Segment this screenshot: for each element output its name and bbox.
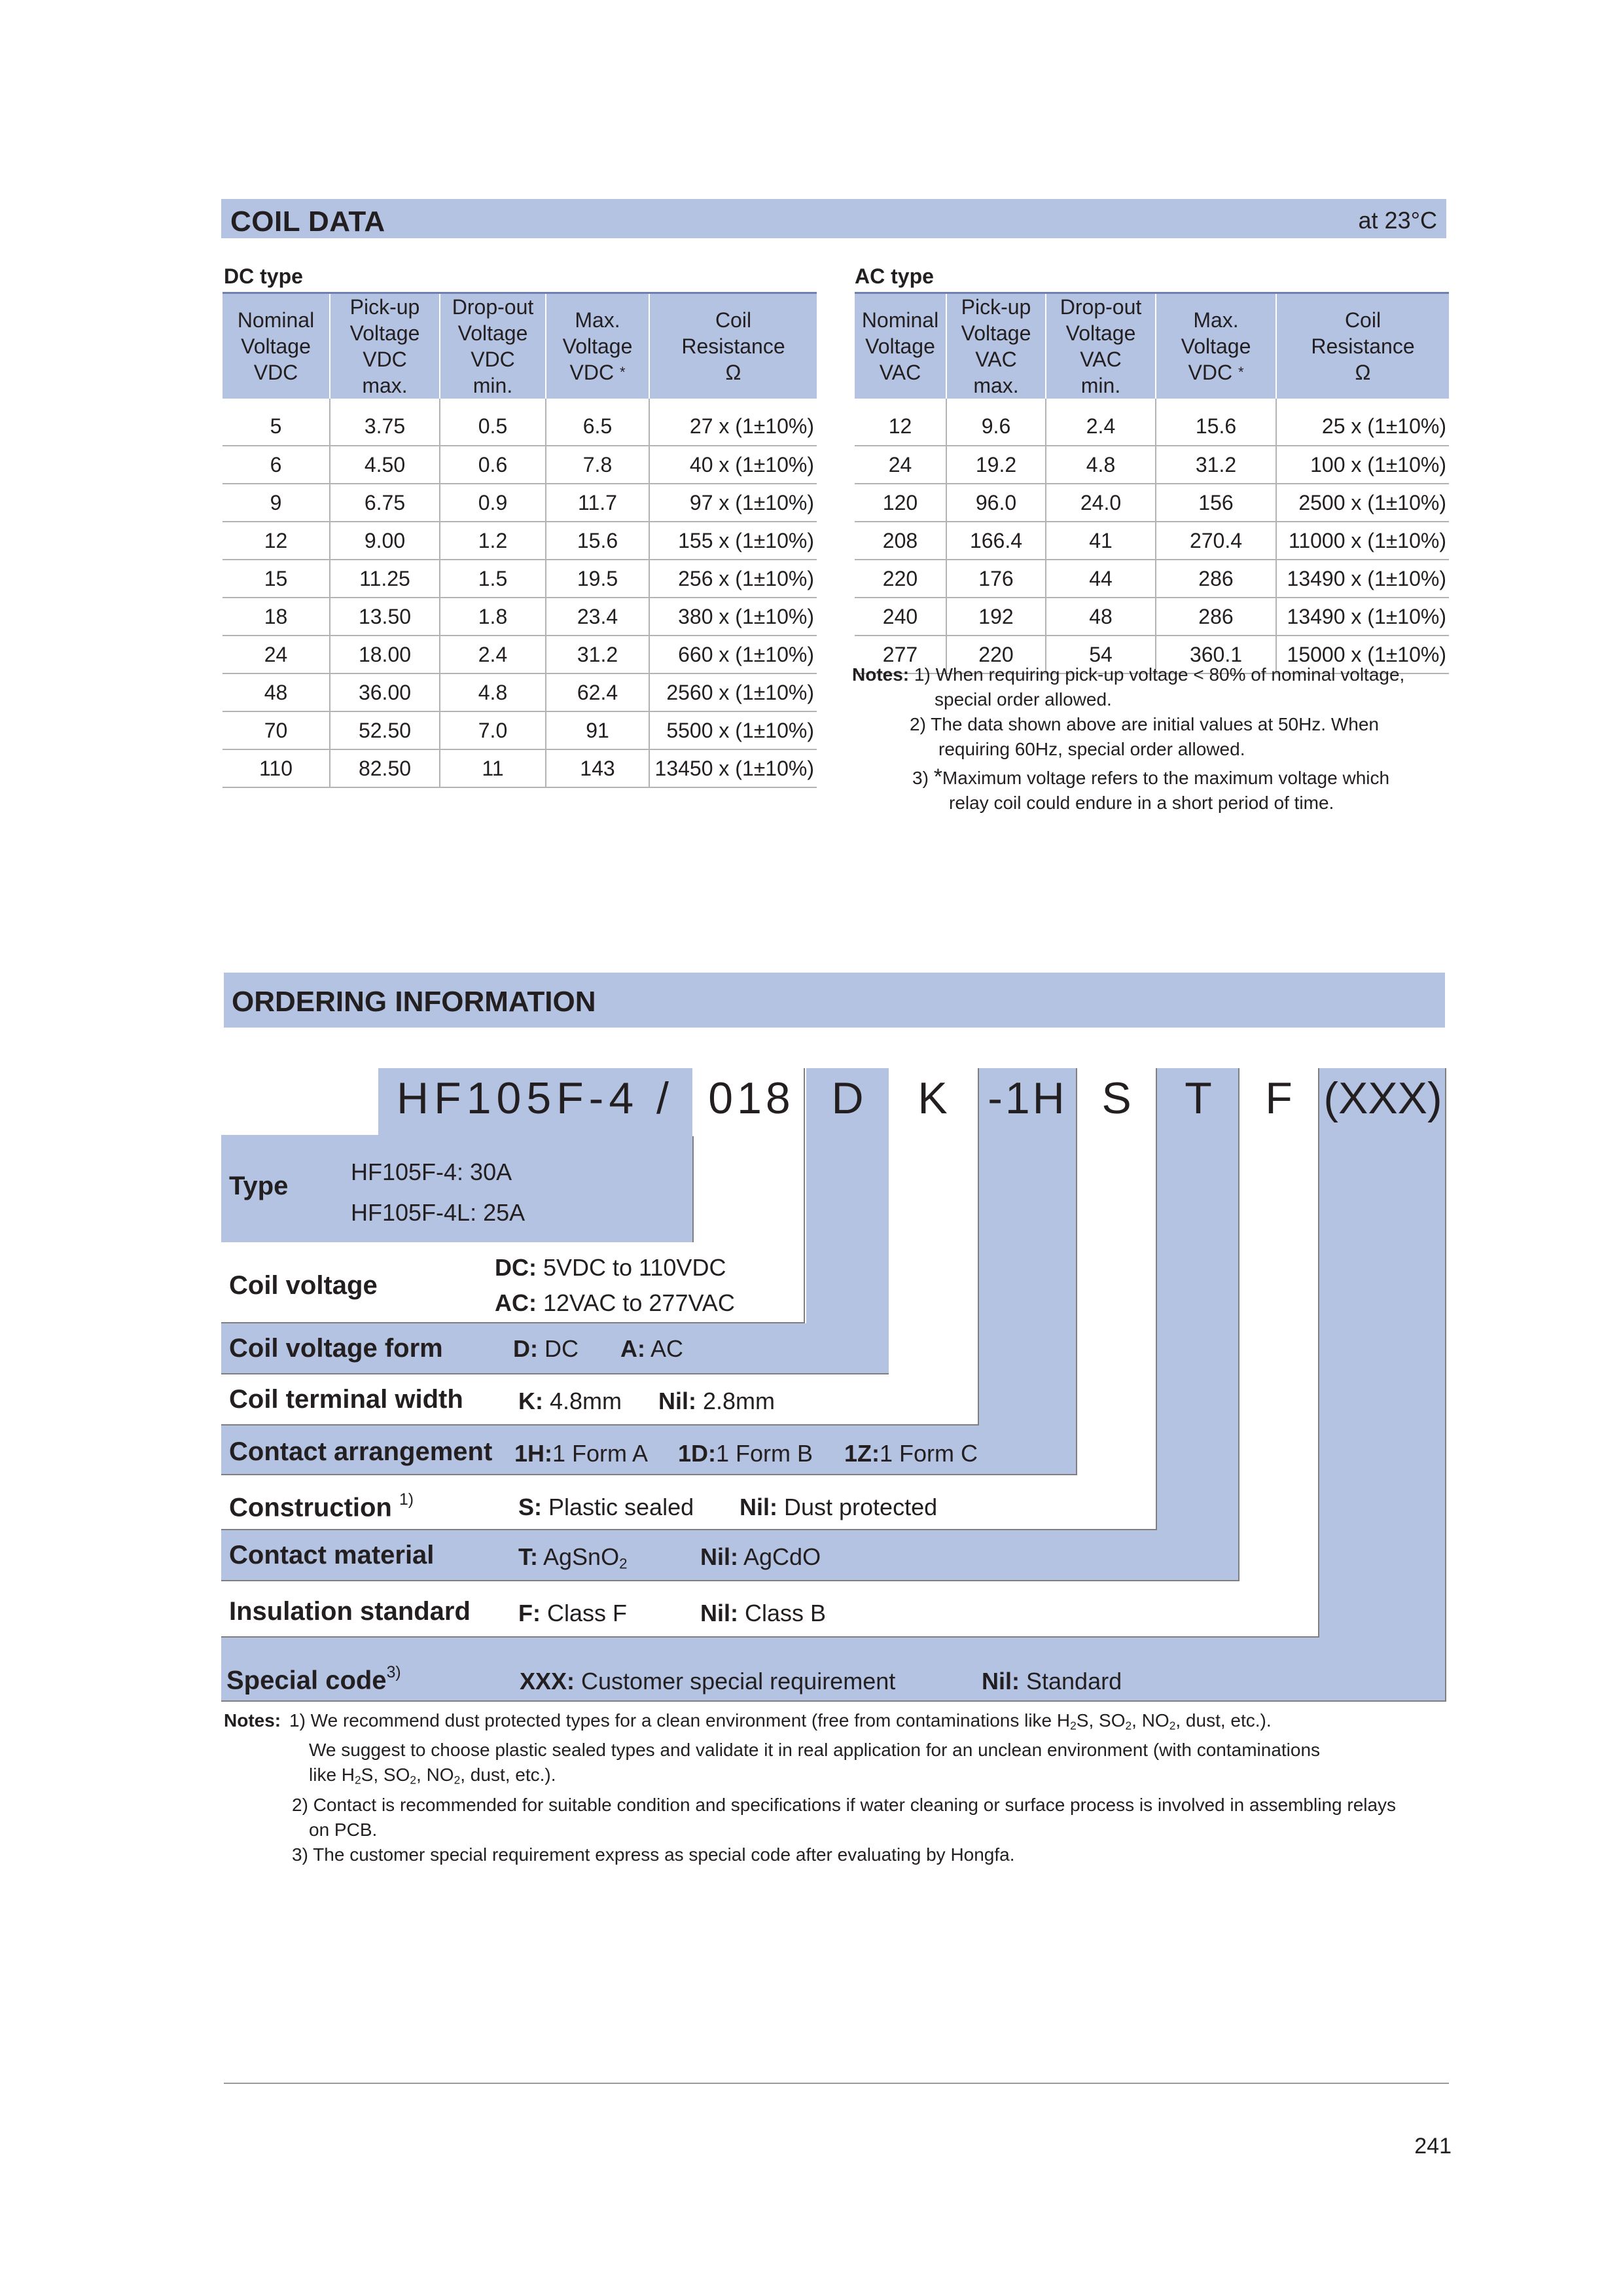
table-cell: 13.50 — [330, 598, 440, 636]
table-cell: 54 — [1046, 636, 1156, 673]
header-nominal-voltage: Nominal Voltage VAC — [855, 293, 946, 399]
divider-line — [1238, 1068, 1240, 1581]
coil-terminal-width-label: Coil terminal width — [229, 1385, 463, 1414]
table-cell: 18 — [223, 598, 330, 636]
table-cell: 220 — [855, 560, 946, 598]
page-number: 241 — [1414, 2134, 1452, 2159]
table-cell: 660 x (1±10%) — [649, 636, 817, 673]
table-cell: 9.6 — [946, 399, 1046, 446]
table-cell: 13450 x (1±10%) — [649, 749, 817, 787]
table-cell: 4.50 — [330, 446, 440, 484]
dc-coil-table — [223, 292, 817, 788]
table-cell: 24.0 — [1046, 484, 1156, 522]
insulation-standard-f: F: Class F — [518, 1600, 627, 1626]
table-cell: 286 — [1156, 560, 1276, 598]
table-cell: 4.8 — [440, 673, 546, 711]
type-label: Type — [229, 1172, 289, 1200]
table-cell: 19.5 — [546, 560, 649, 598]
table-cell: 40 x (1±10%) — [649, 446, 817, 484]
table-cell: 380 x (1±10%) — [649, 598, 817, 636]
table-cell: 27 x (1±10%) — [649, 399, 817, 446]
table-cell: 1.2 — [440, 522, 546, 560]
insulation-standard-label: Insulation standard — [229, 1597, 471, 1626]
code-insulation-standard: F — [1265, 1073, 1293, 1123]
table-cell: 15.6 — [1156, 399, 1276, 446]
dc-type-subtitle: DC type — [224, 264, 303, 288]
header-nominal-voltage: Nominal Voltage VDC — [223, 293, 330, 399]
coil-data-title: COIL DATA — [230, 206, 385, 238]
table-row — [855, 484, 1449, 522]
table-cell: 12 — [855, 399, 946, 446]
table-cell: 5 — [223, 399, 330, 446]
table-cell: 176 — [946, 560, 1046, 598]
header-coil-resistance: Coil Resistance Ω — [649, 293, 817, 399]
table-cell: 96.0 — [946, 484, 1046, 522]
table-cell: 9 — [223, 484, 330, 522]
coil-voltage-form-label: Coil voltage form — [229, 1334, 443, 1363]
table-cell: 208 — [855, 522, 946, 560]
header-max-voltage: Max. Voltage VDC * — [546, 293, 649, 399]
code-construction: S — [1101, 1073, 1132, 1123]
table-cell: 166.4 — [946, 522, 1046, 560]
table-cell: 2500 x (1±10%) — [1276, 484, 1449, 522]
divider-line — [1445, 1068, 1446, 1702]
coil-terminal-width-k: K: 4.8mm — [518, 1388, 622, 1414]
divider-line — [1156, 1068, 1157, 1530]
special-code-nil: Nil: Standard — [982, 1668, 1122, 1695]
divider-line — [221, 1373, 889, 1374]
construction-label: Construction $^{1)}$ — [229, 1491, 414, 1522]
table-cell: 31.2 — [546, 636, 649, 673]
coil-voltage-form-a: A: AC — [620, 1335, 684, 1362]
coil-voltage-ac: AC: 12VAC to 277VAC — [495, 1289, 735, 1316]
table-cell: 156 — [1156, 484, 1276, 522]
table-cell: 1.8 — [440, 598, 546, 636]
contact-material-t: T: AgSnO$_2$ — [518, 1543, 628, 1572]
table-cell: 286 — [1156, 598, 1276, 636]
table-cell: 11.7 — [546, 484, 649, 522]
insulation-standard-nil: Nil: Class B — [700, 1600, 827, 1626]
coil-voltage-dc: DC: 5VDC to 110VDC — [495, 1254, 726, 1281]
table-cell: 91 — [546, 711, 649, 749]
table-cell: 100 x (1±10%) — [1276, 446, 1449, 484]
table-cell: 6.75 — [330, 484, 440, 522]
table-cell: 3.75 — [330, 399, 440, 446]
table-row — [223, 484, 817, 522]
table-cell: 62.4 — [546, 673, 649, 711]
table-cell: 277 — [855, 636, 946, 673]
table-cell: 143 — [546, 749, 649, 787]
table-cell: 13490 x (1±10%) — [1276, 598, 1449, 636]
construction-nil: Nil: Dust protected — [740, 1494, 938, 1520]
table-cell: 5500 x (1±10%) — [649, 711, 817, 749]
contact-material-label: Contact material — [229, 1541, 435, 1570]
table-cell: 24 — [855, 446, 946, 484]
table-cell: 12 — [223, 522, 330, 560]
table-row — [223, 399, 817, 446]
table-cell: 52.50 — [330, 711, 440, 749]
table-cell: 82.50 — [330, 749, 440, 787]
divider-line — [1318, 1068, 1319, 1638]
table-cell: 6.5 — [546, 399, 649, 446]
table-cell: 48 — [1046, 598, 1156, 636]
contact-arrangement-label: Contact arrangement — [229, 1437, 493, 1466]
code-coil-terminal-width: K — [918, 1073, 948, 1123]
coil-notes: Notes: 1) When requiring pick-up voltage < 80% of nominal voltage, special order allowed. 2) The data shown above are initial values at 50Hz. When requiring 60Hz, special order allowed. 3) *Maximum voltage refers to the maximum voltage which relay coil could endure in a short period of time. — [852, 664, 1405, 813]
coil-voltage-label: Coil voltage — [229, 1271, 378, 1300]
coil-data-condition: at 23°C — [1358, 207, 1437, 234]
ordering-title: ORDERING INFORMATION — [232, 986, 596, 1018]
table-cell: 19.2 — [946, 446, 1046, 484]
code-column-XXX — [1319, 1068, 1446, 1702]
table-cell: 70 — [223, 711, 330, 749]
table-cell: 120 — [855, 484, 946, 522]
table-cell: 220 — [946, 636, 1046, 673]
table-cell: 97 x (1±10%) — [649, 484, 817, 522]
table-cell: 360.1 — [1156, 636, 1276, 673]
table-cell: 270.4 — [1156, 522, 1276, 560]
table-cell: 240 — [855, 598, 946, 636]
type-value-1: HF105F-4: 30A — [351, 1158, 512, 1185]
table-row — [223, 711, 817, 749]
ordering-notes: Notes: 1) We recommend dust protected types for a clean environment (free from contaminations like $H_2S$, $SO_2$, $NO_2$, dust, etc.). We suggest to choose plastic sealed types and validate it in real application for an unclean environment (with contaminations like $H_2S$, $SO_2$, $NO_2$, dust, etc.). 2) Contact is recommended for suitable condition and specifications if water cleaning or surface process is involved in assembling relays on PCB. 3) The customer special requirement express as special code after evaluating by Hongfa. — [224, 1710, 1397, 1865]
table-cell: 110 — [223, 749, 330, 787]
table-cell: 11000 x (1±10%) — [1276, 522, 1449, 560]
table-cell: 41 — [1046, 522, 1156, 560]
table-cell: 0.9 — [440, 484, 546, 522]
ac-type-subtitle: AC type — [855, 264, 934, 288]
table-row — [223, 636, 817, 673]
table-cell: 25 x (1±10%) — [1276, 399, 1449, 446]
table-row — [855, 399, 1449, 446]
table-cell: 0.5 — [440, 399, 546, 446]
table-cell: 15000 x (1±10%) — [1276, 636, 1449, 673]
table-header-row — [223, 293, 817, 399]
table-row — [223, 560, 817, 598]
divider-line — [804, 1068, 805, 1322]
table-cell: 15.6 — [546, 522, 649, 560]
code-series: HF105F-4 / — [397, 1073, 674, 1123]
table-cell: 24 — [223, 636, 330, 673]
code-coil-voltage: 018 — [708, 1073, 794, 1123]
footer-rule — [224, 2083, 1449, 2084]
contact-arrangement-1h: 1H:1 Form A — [514, 1440, 649, 1467]
header-dropout-voltage: Drop-out Voltage VAC min. — [1046, 293, 1156, 399]
divider-line — [221, 1529, 1157, 1530]
table-cell: 44 — [1046, 560, 1156, 598]
table-cell: 192 — [946, 598, 1046, 636]
code-contact-material: T — [1185, 1073, 1212, 1123]
divider-line — [692, 1136, 694, 1242]
table-row — [223, 673, 817, 711]
table-cell: 256 x (1±10%) — [649, 560, 817, 598]
table-cell: 23.4 — [546, 598, 649, 636]
table-cell: 155 x (1±10%) — [649, 522, 817, 560]
construction-s: S: Plastic sealed — [518, 1494, 694, 1520]
ordering-header — [224, 973, 1445, 1028]
code-contact-arrangement: -1H — [988, 1073, 1067, 1123]
table-row — [855, 446, 1449, 484]
table-cell: 7.8 — [546, 446, 649, 484]
dc-table-body — [223, 399, 817, 787]
table-cell: 11 — [440, 749, 546, 787]
table-cell: 6 — [223, 446, 330, 484]
table-cell: 1.5 — [440, 560, 546, 598]
divider-line — [221, 1580, 1240, 1581]
header-coil-resistance: Coil Resistance Ω — [1276, 293, 1449, 399]
divider-line — [221, 1322, 805, 1323]
special-code-xxx: XXX: Customer special requirement — [520, 1668, 896, 1695]
contact-material-nil: Nil: AgCdO — [700, 1543, 821, 1570]
table-cell: 48 — [223, 673, 330, 711]
table-cell: 13490 x (1±10%) — [1276, 560, 1449, 598]
type-value-2: HF105F-4L: 25A — [351, 1199, 526, 1226]
contact-arrangement-1z: 1Z:1 Form C — [844, 1440, 978, 1467]
ac-coil-table — [855, 292, 1449, 674]
table-row — [223, 522, 817, 560]
table-cell: 11.25 — [330, 560, 440, 598]
coil-voltage-form-d: D: DC — [513, 1335, 579, 1362]
divider-line — [221, 1636, 1319, 1638]
table-cell: 2.4 — [1046, 399, 1156, 446]
code-column-T — [1157, 1068, 1240, 1581]
table-cell: 15 — [223, 560, 330, 598]
table-row — [855, 522, 1449, 560]
code-coil-voltage-form: D — [831, 1073, 864, 1123]
code-special: (XXX) — [1323, 1073, 1442, 1123]
contact-arrangement-1d: 1D:1 Form B — [678, 1440, 813, 1467]
table-header-row — [855, 293, 1449, 399]
table-cell: 18.00 — [330, 636, 440, 673]
table-cell: 36.00 — [330, 673, 440, 711]
header-pickup-voltage: Pick-up Voltage VAC max. — [946, 293, 1046, 399]
table-cell: 2560 x (1±10%) — [649, 673, 817, 711]
table-row — [855, 598, 1449, 636]
header-pickup-voltage: Pick-up Voltage VDC max. — [330, 293, 440, 399]
special-code-label: Special code$^{3)}$ — [226, 1664, 401, 1695]
table-cell: 0.6 — [440, 446, 546, 484]
table-cell: 9.00 — [330, 522, 440, 560]
table-cell: 2.4 — [440, 636, 546, 673]
table-row — [223, 446, 817, 484]
divider-line — [221, 1474, 1077, 1475]
table-cell: 7.0 — [440, 711, 546, 749]
table-cell: 4.8 — [1046, 446, 1156, 484]
ac-table-body — [855, 399, 1449, 673]
header-max-voltage: Max. Voltage VDC * — [1156, 293, 1276, 399]
table-row — [855, 560, 1449, 598]
table-row — [223, 598, 817, 636]
table-cell: 31.2 — [1156, 446, 1276, 484]
table-row — [223, 749, 817, 787]
divider-line — [221, 1424, 978, 1426]
header-dropout-voltage: Drop-out Voltage VDC min. — [440, 293, 546, 399]
coil-terminal-width-nil: Nil: 2.8mm — [658, 1388, 776, 1414]
coil-data-header — [221, 199, 1446, 238]
divider-line — [221, 1700, 1446, 1702]
